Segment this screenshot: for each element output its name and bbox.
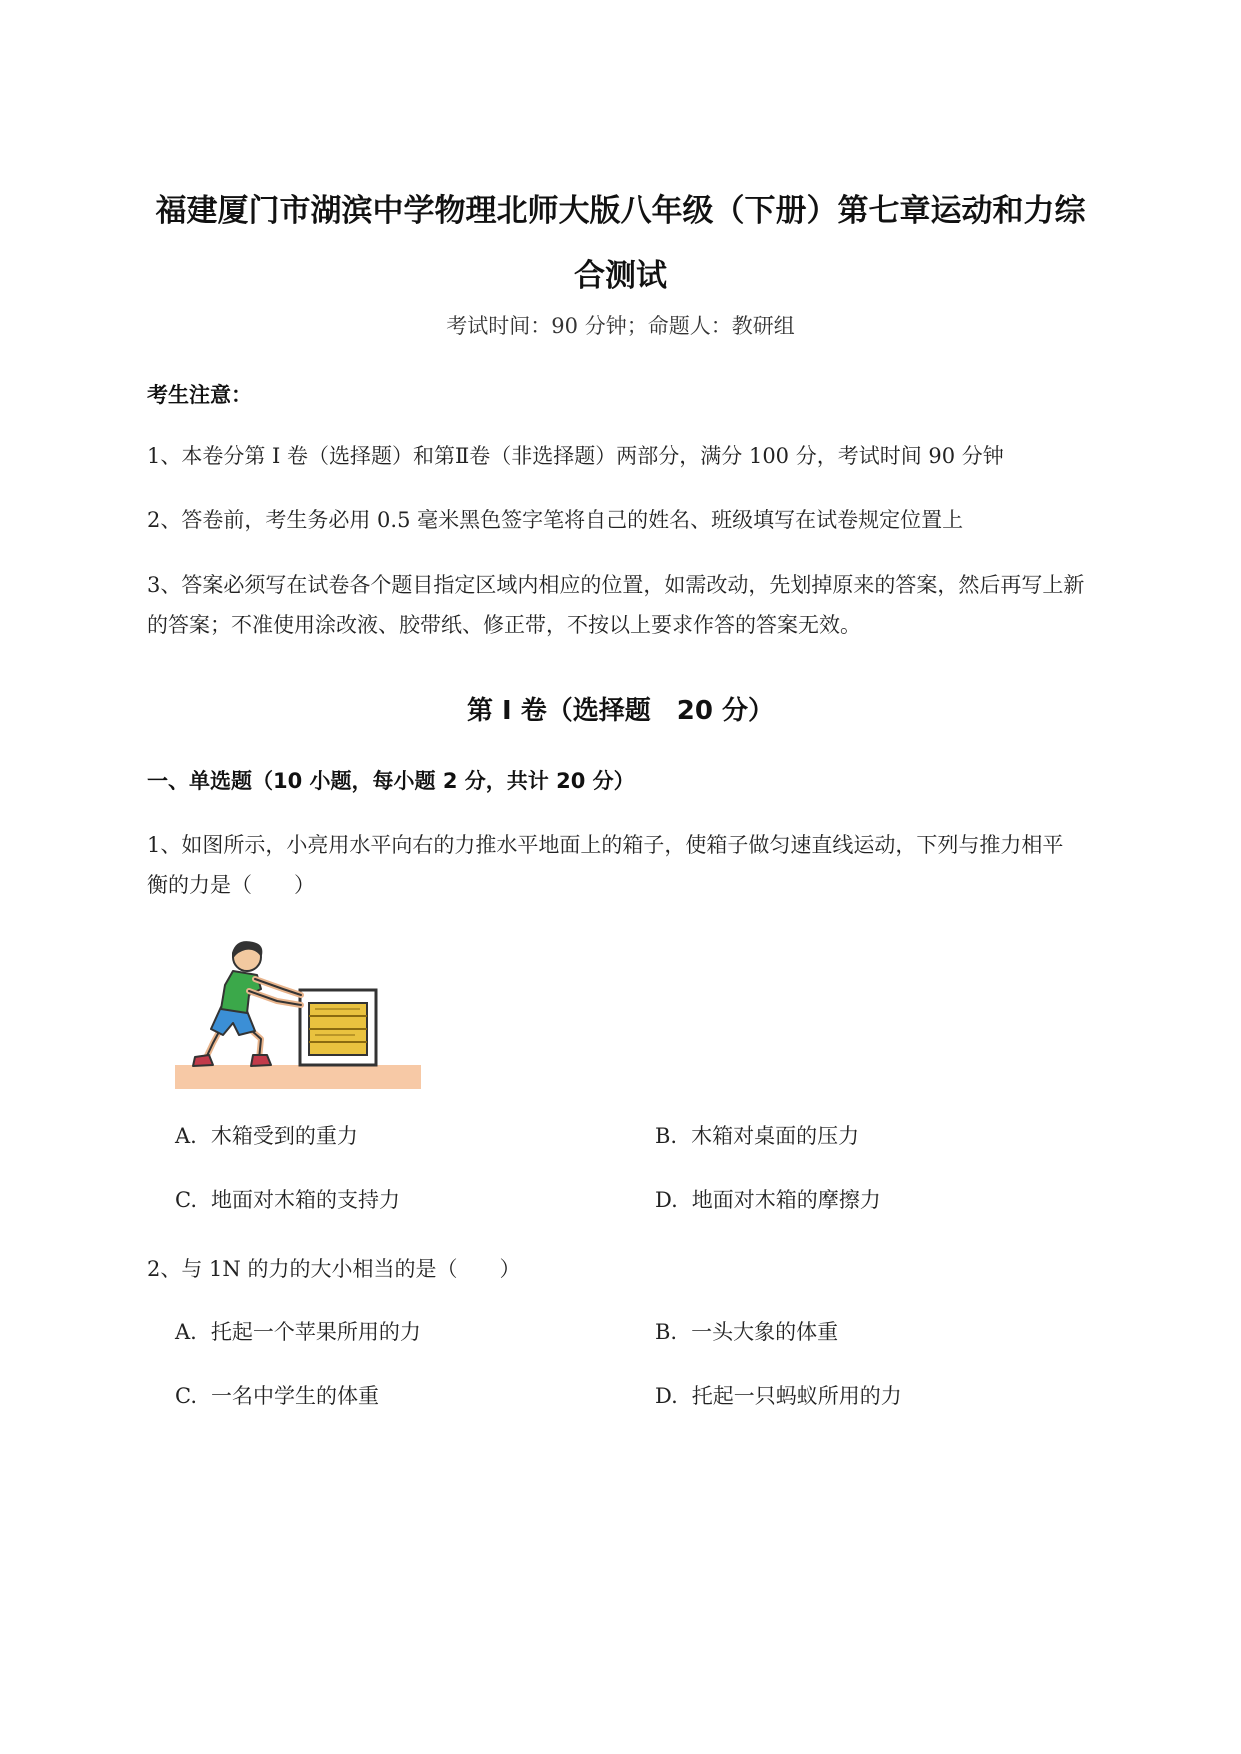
q2-option-b	[655, 1317, 838, 1347]
q2-option-b-text: 一头大象的体重	[691, 1320, 839, 1344]
q2-option-c-letter: C.	[175, 1384, 197, 1408]
q1-option-b-letter: B.	[655, 1124, 678, 1148]
q2-option-a-text: 托起一个苹果所用的力	[210, 1320, 421, 1344]
q1-option-c	[175, 1185, 400, 1215]
question-2-stem: 2、与 1N 的力的大小相当的是（ ）	[147, 1257, 521, 1281]
q1-option-a-text: 木箱受到的重力	[210, 1124, 358, 1148]
notice-item-3: 3、答案必须写在试卷各个题目指定区域内相应的位置，如需改动，先划掉原来的答案，然后再写上新	[147, 573, 1085, 597]
boy-pushing-crate-figure	[175, 935, 421, 1089]
part-heading: 一、单选题（10 小题，每小题 2 分，共计 20 分）	[147, 769, 635, 793]
q1-option-c-text: 地面对木箱的支持力	[211, 1188, 400, 1212]
question-1-stem-cont: 衡的力是（ ）	[147, 873, 315, 897]
q2-option-d	[655, 1381, 902, 1411]
exam-title-line2: 合测试	[574, 258, 667, 294]
q1-option-b	[655, 1121, 859, 1151]
q1-option-a-letter: A.	[175, 1124, 197, 1148]
notice-heading: 考生注意：	[147, 383, 252, 407]
q2-option-d-letter: D.	[655, 1384, 678, 1408]
boy-pushing-crate-illustration	[175, 935, 421, 1089]
exam-title-line1: 福建厦门市湖滨中学物理北师大版八年级（下册）第七章运动和力综	[155, 193, 1086, 229]
q1-option-d-letter: D.	[655, 1188, 678, 1212]
question-1-stem: 1、如图所示，小亮用水平向右的力推水平地面上的箱子，使箱子做匀速直线运动，下列与推力相平	[147, 833, 1064, 857]
boy	[193, 942, 301, 1066]
crate	[300, 990, 376, 1065]
q2-option-a	[175, 1317, 421, 1347]
q1-option-b-text: 木箱对桌面的压力	[691, 1124, 860, 1148]
section-title: 第 I 卷（选择题 20 分）	[466, 696, 774, 726]
exam-meta: 考试时间：90 分钟；命题人：教研组	[446, 314, 795, 338]
notice-item-1: 1、本卷分第 I 卷（选择题）和第Ⅱ卷（非选择题）两部分，满分 100 分，考试时间 90 分钟	[147, 444, 1004, 468]
q1-option-d	[655, 1185, 881, 1215]
q2-option-a-letter: A.	[175, 1320, 197, 1344]
ground	[175, 1065, 421, 1089]
notice-item-3-cont: 的答案；不准使用涂改液、胶带纸、修正带，不按以上要求作答的答案无效。	[147, 613, 861, 637]
q1-option-c-letter: C.	[175, 1188, 197, 1212]
q2-option-c-text: 一名中学生的体重	[211, 1384, 379, 1408]
q1-option-a	[175, 1121, 358, 1151]
notice-item-2: 2、答卷前，考生务必用 0.5 毫米黑色签字笔将自己的姓名、班级填写在试卷规定位置上	[147, 508, 964, 532]
q2-option-d-text: 托起一只蚂蚁所用的力	[691, 1384, 902, 1408]
q1-option-d-text: 地面对木箱的摩擦力	[691, 1188, 881, 1212]
q2-option-b-letter: B.	[655, 1320, 678, 1344]
q2-option-c	[175, 1381, 379, 1411]
